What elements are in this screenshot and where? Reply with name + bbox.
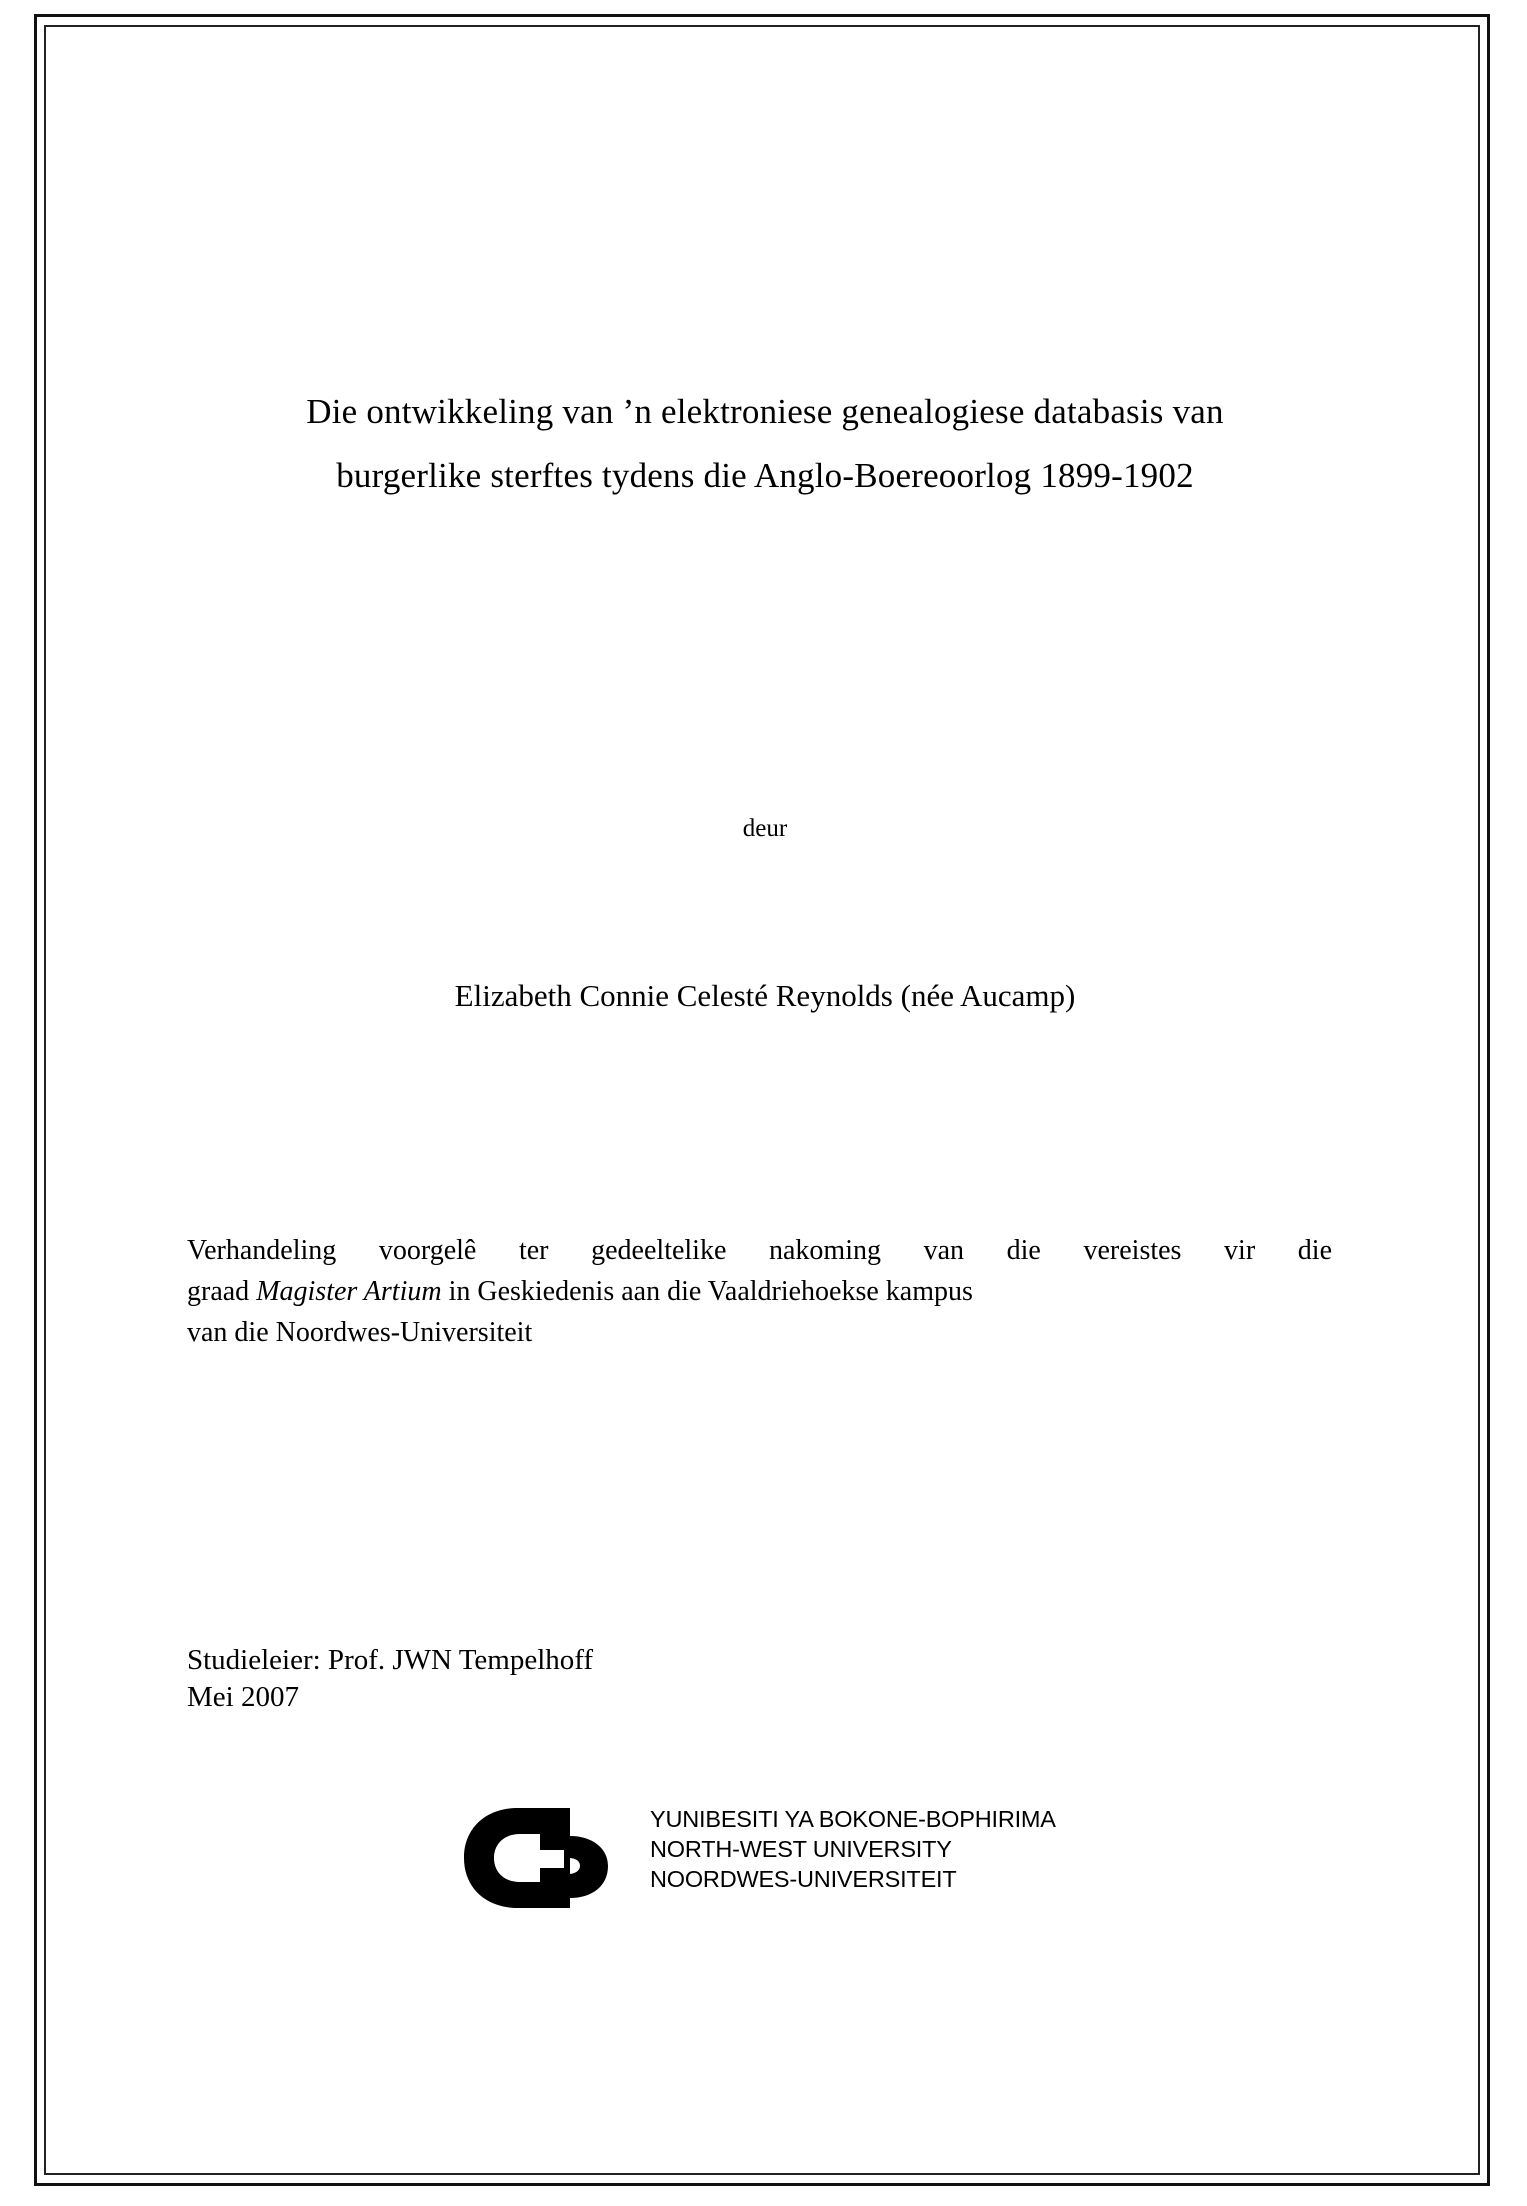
logo-text-line-1: YUNIBESITI YA BOKONE-BOPHIRIMA (650, 1806, 1056, 1832)
title-line-2: burgerlike sterftes tydens die Anglo-Boereoorlog 1899-1902 (336, 456, 1194, 495)
university-logo-text (650, 1804, 1056, 1894)
date-line: Mei 2007 (187, 1681, 299, 1713)
degree-name-italic: Magister Artium (256, 1276, 442, 1307)
degree-statement-line-2-suffix: in Geskiedenis aan die Vaaldriehoekse kampus (441, 1276, 973, 1307)
logo-text-line-2: NORTH-WEST UNIVERSITY (650, 1836, 952, 1862)
degree-statement-line-2 (187, 1271, 1332, 1312)
degree-statement-line-1: Verhandeling voorgelê ter gedeeltelike nakoming van die vereistes vir die (187, 1235, 1332, 1266)
degree-statement-line-2-prefix: graad (187, 1276, 257, 1307)
degree-statement (187, 1230, 1332, 1353)
author-name: Elizabeth Connie Celesté Reynolds (née Aucamp) (454, 978, 1076, 1013)
title-page-content (185, 25, 1345, 2175)
logo-text-line-3: NOORDWES-UNIVERSITEIT (650, 1866, 957, 1892)
by-label: deur (742, 815, 788, 842)
page-title (185, 380, 1345, 508)
north-west-university-logo-icon (460, 1806, 645, 1911)
university-logo-block (460, 1800, 1080, 1915)
degree-statement-line-3: van die Noordwes-Universiteit (187, 1317, 533, 1348)
supervisor-line: Studieleier: Prof. JWN Tempelhoff (187, 1644, 594, 1676)
title-line-1: Die ontwikkeling van ’n elektroniese genealogiese databasis van (306, 392, 1224, 431)
